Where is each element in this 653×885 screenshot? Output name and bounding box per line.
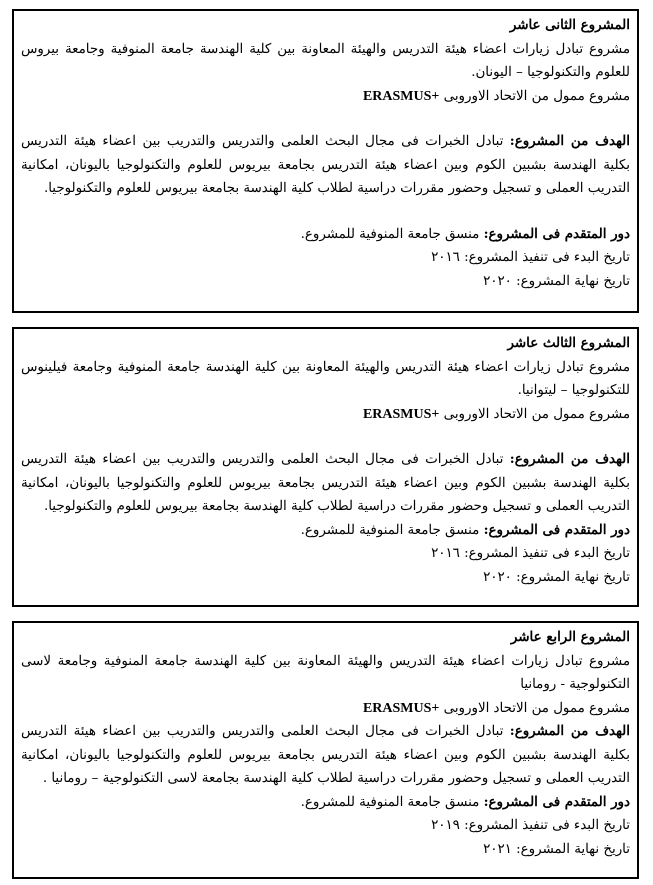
project-role bbox=[21, 223, 630, 247]
role-text: منسق جامعة المنوفية للمشروع. bbox=[300, 522, 480, 538]
project-description: مشروع تبادل زيارات اعضاء هيئة التدريس والهيئة المعاونة بين كلية الهندسة جامعة المنوفية وجامعة فيلينوس للتكنولوجيا – ليتوانيا. bbox=[21, 359, 630, 398]
project-title: المشروع الثالث عاشر bbox=[507, 335, 630, 351]
project-funding bbox=[21, 85, 630, 109]
funding-text: مشروع ممول من الاتحاد الاوروبى bbox=[443, 88, 630, 104]
goal-label: الهدف من المشروع: bbox=[509, 451, 630, 467]
funding-text: مشروع ممول من الاتحاد الاوروبى bbox=[443, 406, 630, 422]
program-name: ERASMUS+ bbox=[362, 88, 440, 104]
project-goal bbox=[21, 448, 630, 519]
project-funding bbox=[21, 697, 630, 721]
project-title: المشروع الثانى عاشر bbox=[509, 17, 630, 33]
project-end-date: تاريخ نهاية المشروع: ٢٠٢٠ bbox=[483, 569, 630, 585]
project-box-13 bbox=[12, 327, 639, 607]
role-text: منسق جامعة المنوفية للمشروع. bbox=[300, 794, 480, 810]
project-box-14 bbox=[12, 621, 639, 879]
goal-text: تبادل الخبرات فى مجال البحث العلمى والتدريس والتدريب بين اعضاء هيئة التدريس بكلية الهندسة بشبين الكوم وبين اعضاء هيئة التدريس بجامعة بيريوس للعلوم والتكنولوجيا باليونان، امكانية التدريب العملى و تسجيل وحضور مقررات دراسية لطلاب كلية الهندسة بجامعة بيريوس للعلوم والتكنولوجيا. bbox=[21, 134, 630, 196]
project-description: مشروع تبادل زيارات اعضاء هيئة التدريس والهيئة المعاونة بين كلية الهندسة جامعة المنوفية وجامعة بيروس للعلوم والتكنولوجيا – اليونان. bbox=[21, 41, 630, 80]
goal-label: الهدف من المشروع: bbox=[509, 723, 630, 739]
program-name: ERASMUS+ bbox=[362, 406, 440, 422]
goal-text: تبادل الخبرات فى مجال البحث العلمى والتدريس والتدريب بين اعضاء هيئة التدريس بكلية الهندسة بشبين الكوم وبين اعضاء هيئة التدريس بجامعة بيريوس للعلوم والتكنولوجيا باليونان، امكانية التدريب العملى و تسجيل وحضور مقررات دراسية لطلاب كلية الهندسة بجامعة بيريوس للعلوم والتكنولوجيا. bbox=[21, 452, 630, 514]
project-description: مشروع تبادل زيارات اعضاء هيئة التدريس والهيئة المعاونة بين كلية الهندسة جامعة المنوفية وجامعة لاسى التكنولوجية - رومانيا bbox=[21, 653, 630, 692]
role-label: دور المتقدم فى المشروع: bbox=[483, 793, 630, 810]
project-role bbox=[21, 519, 630, 543]
role-label: دور المتقدم فى المشروع: bbox=[483, 225, 630, 242]
goal-text: تبادل الخبرات فى مجال البحث العلمى والتدريس والتدريب بين اعضاء هيئة التدريس بكلية الهندسة بشبين الكوم وبين اعضاء هيئة التدريس بجامعة بيريوس للعلوم والتكنولوجيا باليونان، امكانية التدريب العملى و تسجيل وحضور مقررات دراسية لطلاب كلية الهندسة بجامعة لاسى التكنولوجية – رومانيا . bbox=[21, 724, 630, 786]
program-name: ERASMUS+ bbox=[362, 700, 440, 716]
project-end-date: تاريخ نهاية المشروع: ٢٠٢١ bbox=[483, 841, 630, 857]
project-role bbox=[21, 791, 630, 815]
funding-text: مشروع ممول من الاتحاد الاوروبى bbox=[443, 700, 630, 716]
project-funding bbox=[21, 403, 630, 427]
project-goal bbox=[21, 720, 630, 791]
project-start-date: تاريخ البدء فى تنفيذ المشروع: ٢٠١٩ bbox=[431, 818, 630, 833]
project-end-date: تاريخ نهاية المشروع: ٢٠٢٠ bbox=[483, 273, 630, 289]
project-goal bbox=[21, 130, 630, 201]
goal-label: الهدف من المشروع: bbox=[509, 133, 630, 149]
project-title: المشروع الرابع عاشر bbox=[510, 629, 630, 645]
role-label: دور المتقدم فى المشروع: bbox=[483, 521, 630, 538]
role-text: منسق جامعة المنوفية للمشروع. bbox=[300, 226, 480, 242]
project-box-12 bbox=[12, 9, 639, 313]
project-start-date: تاريخ البدء فى تنفيذ المشروع: ٢٠١٦ bbox=[431, 250, 630, 265]
project-start-date: تاريخ البدء فى تنفيذ المشروع: ٢٠١٦ bbox=[431, 546, 630, 561]
